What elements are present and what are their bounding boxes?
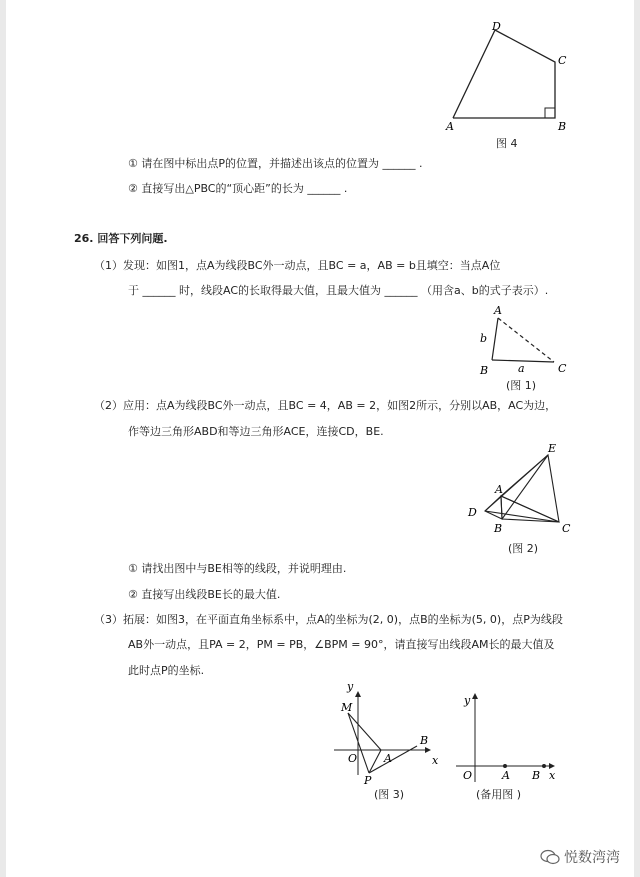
q26-part3-line2: AB外一动点，且PA = 2，PM = PB，∠BPM = 90°，请直接写出线段AM长的最大值及 <box>128 638 555 651</box>
q25-item-1: ① 请在图中标出点P的位置，并描述出该点的位置为 ______ . <box>128 157 423 170</box>
fig3-label-B: B <box>420 734 429 747</box>
fig3-label-y: y <box>347 680 354 693</box>
fig1-label-A: A <box>494 304 502 317</box>
exam-page <box>6 0 634 877</box>
fig1-label-a: a <box>518 362 525 375</box>
q26-part2-item1: ① 请找出图中与BE相等的线段，并说明理由. <box>128 562 347 575</box>
fig1-label-b: b <box>480 332 488 345</box>
fig2-label-C: C <box>562 522 571 535</box>
q26-part3-line3: 此时点P的坐标. <box>128 664 205 677</box>
q26-part2-item2: ② 直接写出线段BE长的最大值. <box>128 588 281 601</box>
figure-spare <box>6 0 634 800</box>
fig4-label-D: D <box>492 20 501 33</box>
q26-part2-line2: 作等边三角形ABD和等边三角形ACE，连接CD，BE. <box>128 425 384 438</box>
q26-heading: 26. 回答下列问题. <box>74 232 168 245</box>
fig4-label-C: C <box>558 54 567 67</box>
fig2-label-A: A <box>495 483 503 496</box>
fig3-caption: (图 3) <box>374 788 405 801</box>
fig4-label-A: A <box>446 120 454 133</box>
spare-label-A: A <box>502 769 510 782</box>
fig2-label-D: D <box>468 506 477 519</box>
fig2-label-E: E <box>548 442 557 455</box>
fig1-label-C: C <box>558 362 567 375</box>
spare-label-B: B <box>532 769 541 782</box>
spare-caption: (备用图 ) <box>476 788 522 801</box>
q26-part2-line1: （2）应用：点A为线段BC外一动点，且BC = 4，AB = 2，如图2所示，分别以AB，AC为边， <box>94 399 557 412</box>
spare-label-O: O <box>463 769 473 782</box>
fig1-label-B: B <box>480 364 489 377</box>
spare-label-y: y <box>464 694 471 707</box>
fig1-caption: (图 1) <box>506 379 537 392</box>
fig2-caption: (图 2) <box>508 542 539 555</box>
fig3-label-A: A <box>384 752 392 765</box>
watermark-text: 悦数湾湾 <box>564 850 620 866</box>
fig3-label-P: P <box>364 774 372 787</box>
q25-item-2: ② 直接写出△PBC的“顶心距”的长为 ______ . <box>128 182 348 195</box>
fig4-label-B: B <box>558 120 567 133</box>
q26-part3-line1: （3）拓展：如图3，在平面直角坐标系中，点A的坐标为(2, 0)，点B的坐标为(5, 0)，点P为线段 <box>94 613 563 626</box>
q26-part1-line2: 于 ______ 时，线段AC的长取得最大值，且最大值为 ______ （用含a、b的式子表示）. <box>128 284 549 297</box>
fig3-label-x: x <box>432 754 439 767</box>
fig4-caption: 图 4 <box>496 137 518 150</box>
fig3-label-O: O <box>348 752 358 765</box>
watermark <box>540 847 620 867</box>
spare-label-x: x <box>549 769 556 782</box>
q26-part1-line1: （1）发现：如图1，点A为线段BC外一动点，且BC = a，AB = b且填空：当点A位 <box>94 259 501 272</box>
fig2-label-B: B <box>494 522 503 535</box>
fig3-label-M: M <box>341 701 353 714</box>
wechat-icon <box>540 849 560 865</box>
